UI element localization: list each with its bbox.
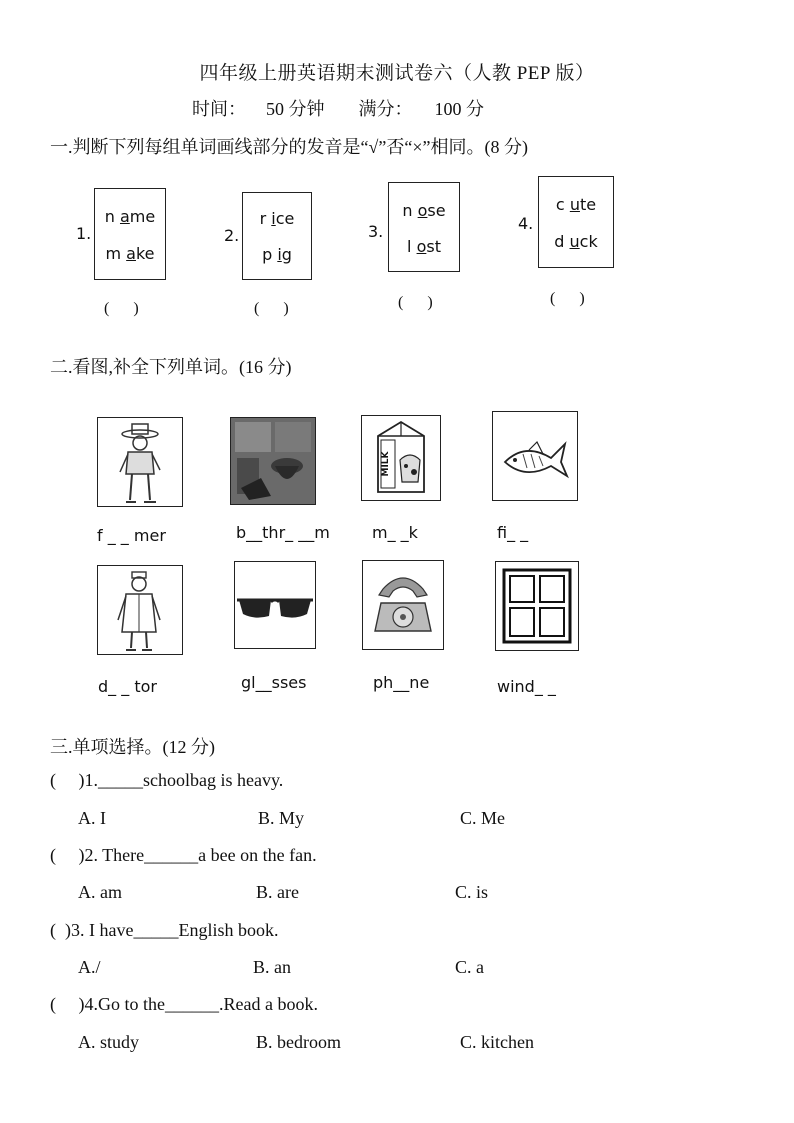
- question-2[interactable]: ( )2. There______a bee on the fan.: [50, 845, 317, 865]
- option-b[interactable]: B. My: [258, 808, 305, 828]
- word-rice: r ice: [259, 209, 295, 228]
- option-c[interactable]: C. Me: [460, 808, 505, 828]
- option-a[interactable]: A. study: [78, 1032, 140, 1052]
- fill-window[interactable]: wind_ _: [497, 677, 556, 696]
- section2-heading: 二.看图,补全下列单词。(16 分): [50, 357, 292, 377]
- word-lost: l ost: [407, 237, 441, 256]
- fill-doctor[interactable]: d_ _ tor: [98, 677, 157, 696]
- option-a[interactable]: A. am: [78, 882, 122, 902]
- item-number: 1.: [76, 224, 92, 243]
- page-title: 四年级上册英语期末测试卷六（人教 PEP 版）: [199, 63, 595, 84]
- word-cute: c ute: [555, 195, 597, 214]
- fill-phone[interactable]: ph__ne: [373, 673, 430, 692]
- option-c[interactable]: C. a: [455, 957, 484, 977]
- fill-farmer[interactable]: f _ _ mer: [97, 526, 166, 545]
- option-c[interactable]: C. kitchen: [460, 1032, 534, 1052]
- answer-blank[interactable]: ( ): [254, 300, 289, 317]
- milk-label: MILK: [381, 451, 391, 477]
- phone-picture: [362, 560, 444, 650]
- phonics-panel: [72, 172, 624, 327]
- word-card: [242, 192, 312, 280]
- answer-blank[interactable]: ( ): [398, 294, 433, 311]
- fill-milk[interactable]: m_ _k: [372, 523, 418, 542]
- question-3[interactable]: ( )3. I have_____English book.: [50, 920, 279, 940]
- word-make: m ake: [105, 244, 155, 263]
- milk-picture: [361, 415, 441, 501]
- fill-glasses[interactable]: gl__sses: [241, 673, 307, 692]
- word-card: [388, 182, 460, 272]
- word-card: [94, 188, 166, 280]
- section1-heading: 一.判断下列每组单词画线部分的发音是“√”否“×”相同。(8 分): [50, 137, 528, 157]
- doctor-picture: [97, 565, 183, 655]
- word-nose: n ose: [402, 201, 446, 220]
- item-number: 2.: [224, 226, 240, 245]
- answer-blank[interactable]: ( ): [550, 290, 585, 307]
- time-label: 时间：: [192, 99, 246, 119]
- option-a[interactable]: A. I: [78, 808, 106, 828]
- question-1[interactable]: ( )1._____schoolbag is heavy.: [50, 770, 284, 790]
- time-value: 50 分钟: [266, 99, 325, 119]
- window-picture: [495, 561, 579, 651]
- word-name: n ame: [104, 207, 156, 226]
- section3-heading: 三.单项选择。(12 分): [50, 737, 215, 757]
- fish-picture: [492, 411, 578, 501]
- word-duck: d uck: [554, 232, 598, 251]
- item-number: 4.: [518, 214, 534, 233]
- option-b[interactable]: B. bedroom: [256, 1032, 341, 1052]
- question-4[interactable]: ( )4.Go to the______.Read a book.: [50, 994, 318, 1014]
- score-value: 100 分: [434, 99, 484, 119]
- word-pig: p ig: [262, 245, 292, 264]
- exam-meta: [192, 95, 484, 121]
- score-label: 满分：: [358, 99, 413, 119]
- word-card: [538, 176, 614, 268]
- answer-blank[interactable]: ( ): [104, 300, 139, 317]
- option-b[interactable]: B. are: [256, 882, 299, 902]
- option-a[interactable]: A./: [78, 957, 101, 977]
- farmer-picture: [97, 417, 183, 507]
- option-c[interactable]: C. is: [455, 882, 489, 902]
- fill-fish[interactable]: fi_ _: [497, 523, 529, 542]
- glasses-picture: [234, 561, 316, 649]
- item-number: 3.: [368, 222, 384, 241]
- option-b[interactable]: B. an: [253, 957, 291, 977]
- bathroom-picture: [230, 417, 316, 505]
- fill-bathroom[interactable]: b__thr_ __m: [236, 523, 330, 542]
